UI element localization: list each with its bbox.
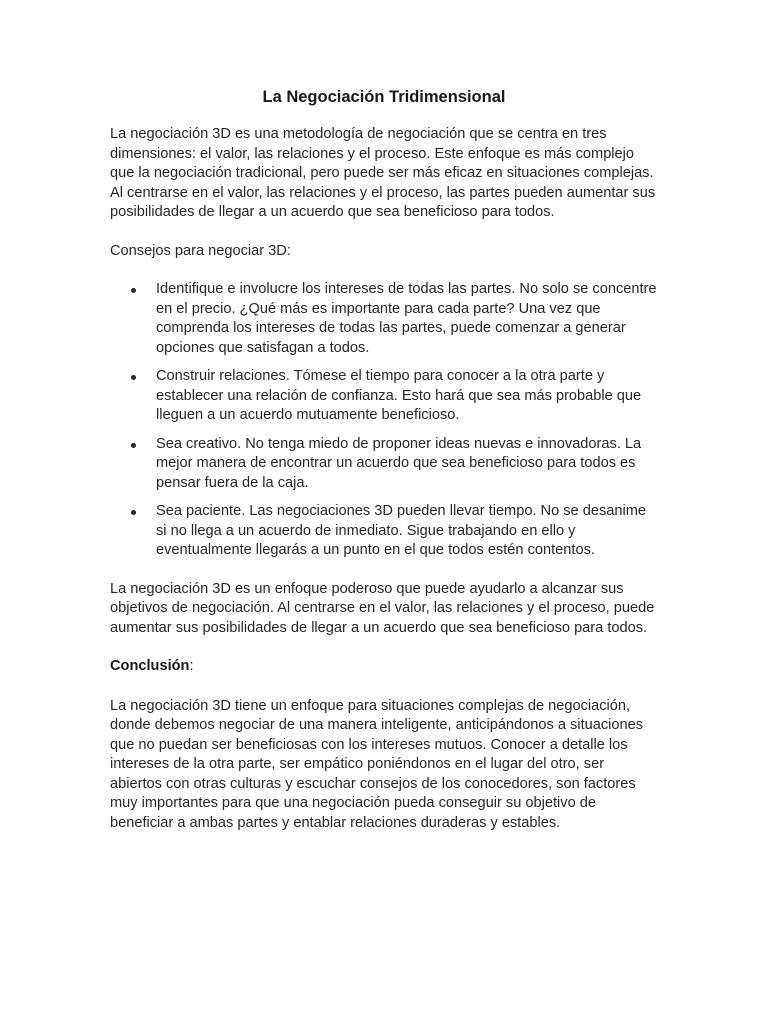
list-item [110,367,658,426]
summary-paragraph: La negociación 3D es un enfoque poderoso que puede ayudarlo a alcanzar sus objetivos de negociación. Al centrarse en el valor, las relaciones y el proceso, puede aumentar sus posibilidades de llegar a un acuerdo que sea beneficioso para todos. [110,580,655,636]
tips-heading: Consejos para negociar 3D: [110,242,291,259]
list-item-text: Sea creativo. No tenga miedo de proponer ideas nuevas e innovadoras. La mejor manera de encontrar un acuerdo que sea beneficioso para todos es pensar fuera de la caja. [156,435,642,491]
bullet-icon [131,375,136,380]
conclusion-heading [110,657,658,677]
bullet-icon [131,288,136,293]
document-title: La Negociación Tridimensional [262,88,506,106]
list-item-text: Identifique e involucre los intereses de todas las partes. No solo se concentre en el precio. ¿Qué más es importante para cada parte? Una vez que comprenda los intereses de todas las partes, puede comenzar a generar opciones que satisfagan a todos. [156,281,657,356]
conclusion-colon: : [189,658,194,674]
list-item-text: Construir relaciones. Tómese el tiempo para conocer a la otra parte y establecer una relación de confianza. Esto hará que sea más probable que lleguen a un acuerdo mutuamente beneficioso. [156,368,642,423]
conclusion-paragraph: La negociación 3D tiene un enfoque para situaciones complejas de negociación, donde debemos negociar de una manera inteligente, anticipándonos a situaciones que no puedan ser beneficiosas con los intereses mutuos. Conocer a detalle los intereses de la otra parte, ser empático poniéndonos en el lugar del otro, ser abiertos con otras culturas y escuchar consejos de los conocedores, son factores muy importantes para que una negociación pueda conseguir su objetivo de beneficiar a ambas partes y entablar relaciones duraderas y estables. [110,697,644,831]
bullet-icon [131,443,136,448]
list-item [110,280,658,358]
bullet-icon [131,510,136,515]
list-item [110,502,658,561]
intro-paragraph: La negociación 3D es una metodología de negociación que se centra en tres dimensiones: el valor, las relaciones y el proceso. Este enfoque es más complejo que la negociación tradicional, pero puede ser más eficaz en situaciones complejas. Al centrarse en el valor, las relaciones y el proceso, las partes pueden aumentar sus posibilidades de llegar a un acuerdo que sea beneficioso para todos. [110,126,656,220]
tips-list [110,280,658,561]
list-item-text: Sea paciente. Las negociaciones 3D pueden llevar tiempo. No se desanime si no llega a un acuerdo de inmediato. Sigue trabajando en ello y eventualmente llegarás a un punto en el que todos estén contentos. [156,503,647,558]
list-item [110,435,658,494]
conclusion-label: Conclusión [110,658,190,674]
